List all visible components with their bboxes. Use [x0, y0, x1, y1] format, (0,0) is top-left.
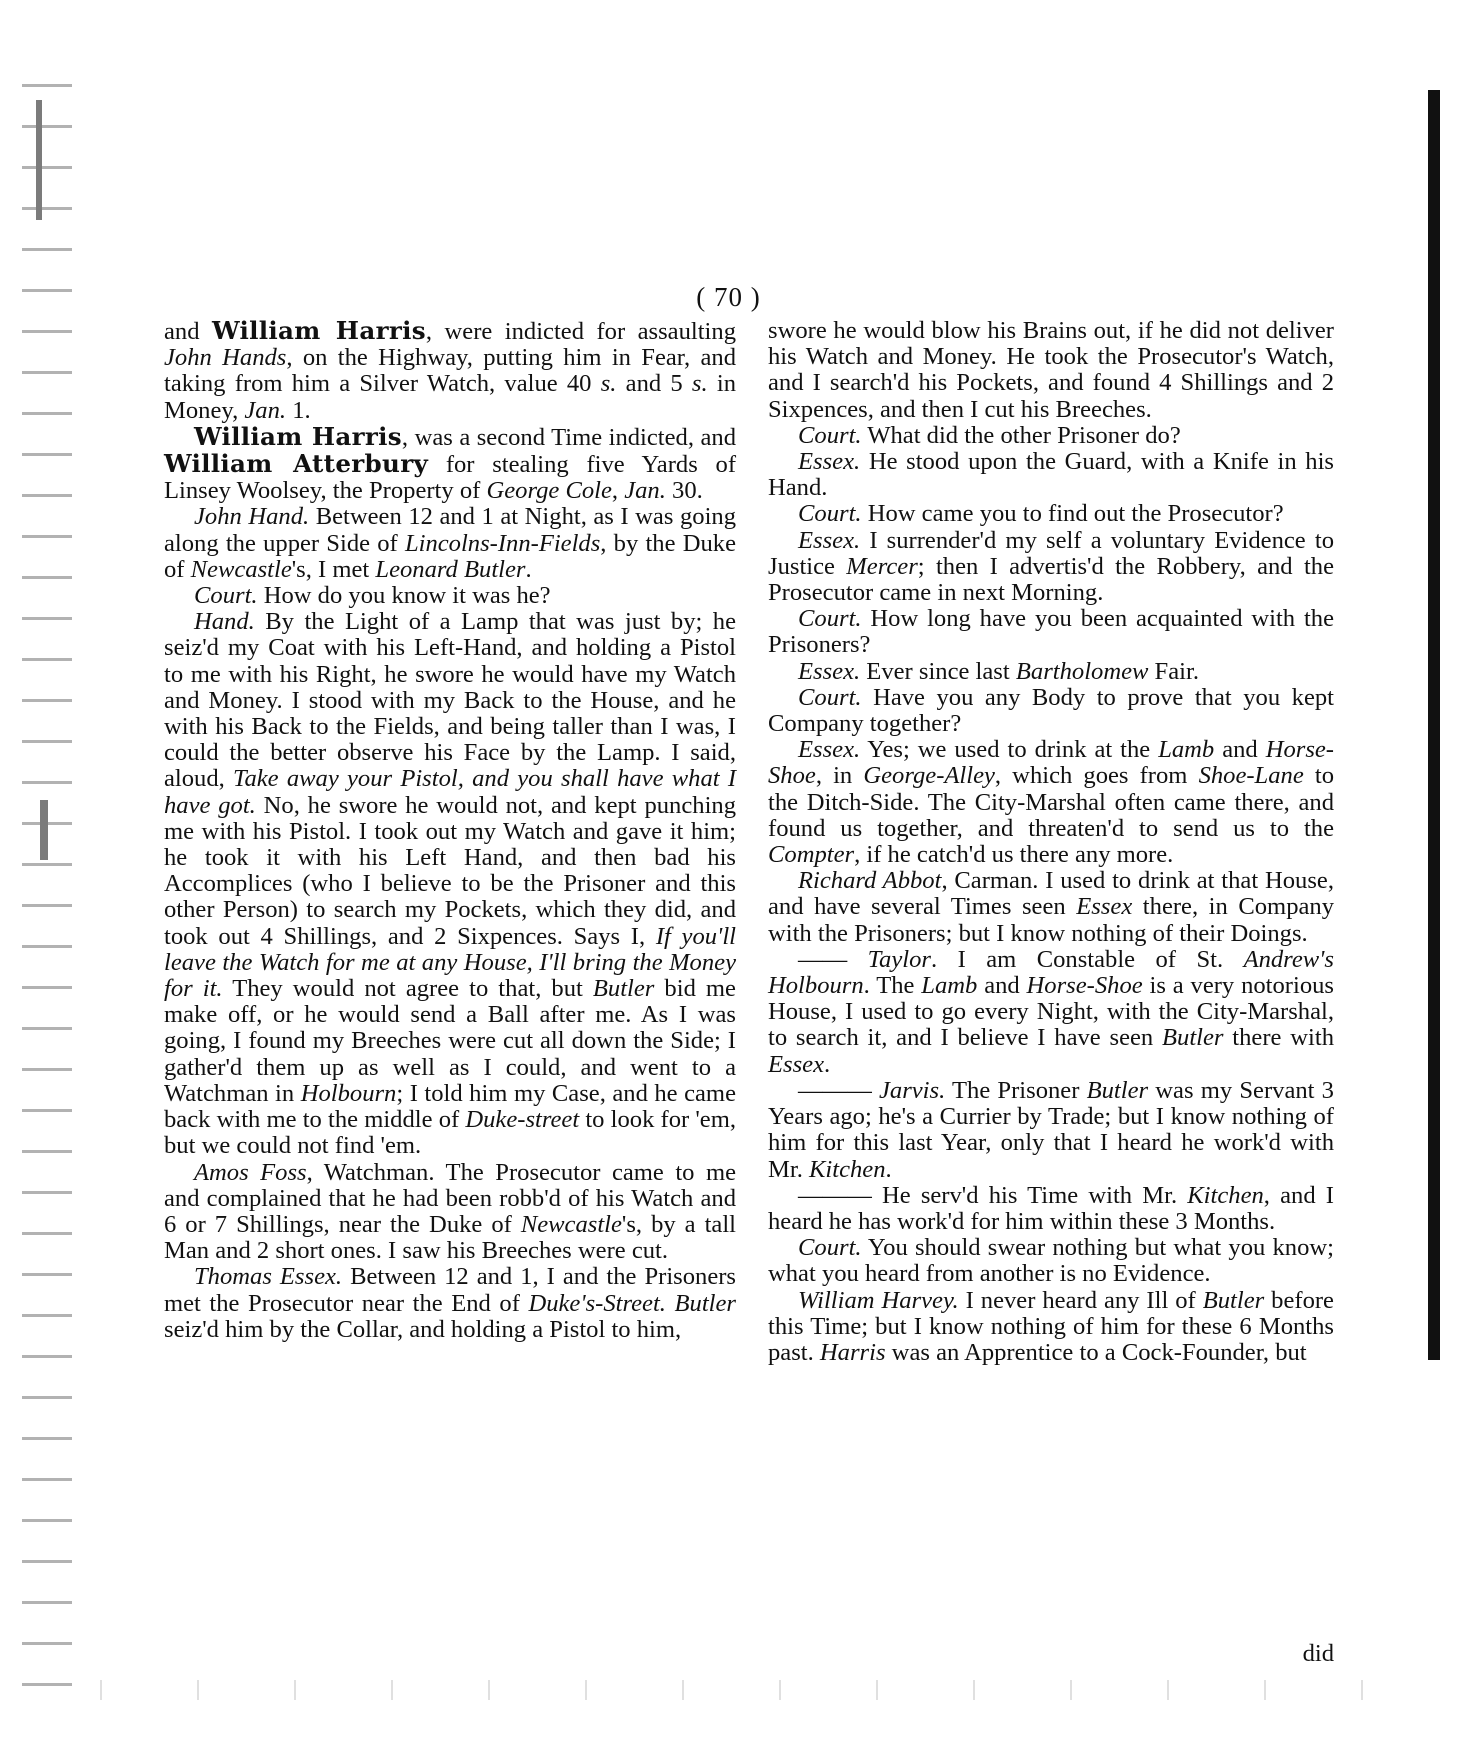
right-column: [768, 318, 1334, 1366]
testimony-john-hand: John Hand. Between 12 and 1 at Night, as I was going along the upper Side of Lincolns-Inn-Fields, by the Duke of Newcastle's, I met Leonard Butler.: [164, 503, 736, 583]
court-question: Court. Have you any Body to prove that you kept Company together?: [768, 683, 1334, 738]
testimony-jarvis: ——— Jarvis. The Prisoner Butler was my Servant 3 Years ago; he's a Currier by Trade; but I know nothing of him for this last Year, only that I heard he work'd with Mr. Kitchen.: [768, 1076, 1334, 1183]
essex-answer: Essex. Yes; we used to drink at the Lamb and Horse-Shoe, in George-Alley, which goes from Shoe-Lane to the Ditch-Side. The City-Marshal often came there, and found us together, and threaten'd to send us to the Compter, if he catch'd us there any more.: [768, 736, 1335, 869]
left-column: [164, 318, 736, 1343]
testimony-essex-continued: swore he would blow his Brains out, if he did not deliver his Watch and Money. He took the Prosecutor's Watch, and I search'd his Pockets, and found 4 Shillings and 2 Sixpences, and then I cut his Breeches.: [768, 317, 1334, 423]
testimony-richard-abbot: Richard Abbot, Carman. I used to drink at that House, and have several Times seen Essex there, in Company with the Prisoners; but I know nothing of their Doings.: [768, 867, 1334, 947]
right-page-edge: [1428, 90, 1440, 1360]
catchword: did: [1302, 1640, 1334, 1667]
testimony-william-harvey: William Harvey. I never heard any Ill of Butler before this Time; but I know nothing of him for these 6 Months past. Harris was an Apprentice to a Cock-Founder, but: [768, 1286, 1334, 1366]
court-question: Court. How came you to find out the Prosecutor?: [798, 500, 1284, 528]
testimony-taylor: —— Taylor. I am Constable of St. Andrew's Holbourn. The Lamb and Horse-Shoe is a very notorious House, I used to go every Night, with the City-Marshal, to search it, and I believe I have seen Butler there with Essex.: [768, 945, 1334, 1078]
page-number: ( 70 ): [696, 282, 761, 312]
court-question: Court. What did the other Prisoner do?: [798, 421, 1181, 449]
court-question: Court. How do you know it was he?: [194, 582, 551, 610]
essex-answer: Essex. He stood upon the Guard, with a Knife in his Hand.: [768, 448, 1334, 502]
testimony-amos-foss: Amos Foss, Watchman. The Prosecutor came to me and complained that he had been robb'd of his Watch and 6 or 7 Shillings, near the Duke of Newcastle's, by a tall Man and 2 short ones. I saw his Breeches were cut.: [164, 1158, 736, 1265]
second-indictment-paragraph: William Harris, was a second Time indicted, and William Atterbury for stealing five Yards of Linsey Woolsey, the Property of George Cole, Jan. 30.: [164, 421, 737, 505]
testimony-thomas-essex: Thomas Essex. Between 12 and 1, I and the Prisoners met the Prosecutor near the End of Duke's-Street. Butler seiz'd him by the Collar, and holding a Pistol to him,: [164, 1263, 736, 1343]
essex-answer: Essex. I surrender'd my self a voluntary Evidence to Justice Mercer; then I advertis'd the Robbery, and the Prosecutor came in next Morning.: [768, 526, 1334, 607]
left-binding-edge: [22, 70, 72, 1720]
court-instruction: Court. You should swear nothing but what you know; what you heard from another is no Evidence.: [768, 1234, 1334, 1288]
bottom-print-specks: [60, 1680, 1400, 1700]
testimony-hand: Hand. By the Light of a Lamp that was just by; he seiz'd my Coat with his Left-Hand, and holding a Pistol to me with his Right, he swore he would have my Watch and Money. I stood with my Back to the House, and he with his Back to the Fields, and being taller than I was, I could the better observe his Face by the Lamp. I said, aloud, Take away your Pistol, and you shall have what I have got. No, he swore he would not, and kept punching me with his Pistol. I took out my Watch and gave it him; he took it with his Left Hand, and then bad his Accomplices (who I believe to be the Prisoner and this other Person) to search my Pockets, which they did, and took out 4 Shillings, and 2 Sixpences. Says I, If you'll leave the Watch for me at any House, I'll bring the Money for it. They would not agree to that, but Butler bid me make off, or he would send a Ball after me. As I was going, I found my Breeches were cut all down the Side; I gather'd them up as well as I could, and went to a Watchman in Holbourn; I told him my Case, and he came back with me to the middle of Duke-street to look for 'em, but we could not find 'em.: [164, 608, 737, 1160]
indictment-paragraph: and William Harris, were indicted for assaulting John Hands, on the Highway, putting him in Fear, and taking from him a Silver Watch, value 40 s. and 5 s. in Money, Jan. 1.: [164, 316, 736, 424]
testimony-unnamed-witness: ——— He serv'd his Time with Mr. Kitchen, and I heard he has work'd for him within these 3 Months.: [768, 1181, 1334, 1235]
essex-answer: Essex. Ever since last Bartholomew Fair.: [798, 657, 1199, 685]
defendant-name: William Harris: [212, 316, 426, 345]
court-question: Court. How long have you been acquainted with the Prisoners?: [768, 605, 1334, 659]
